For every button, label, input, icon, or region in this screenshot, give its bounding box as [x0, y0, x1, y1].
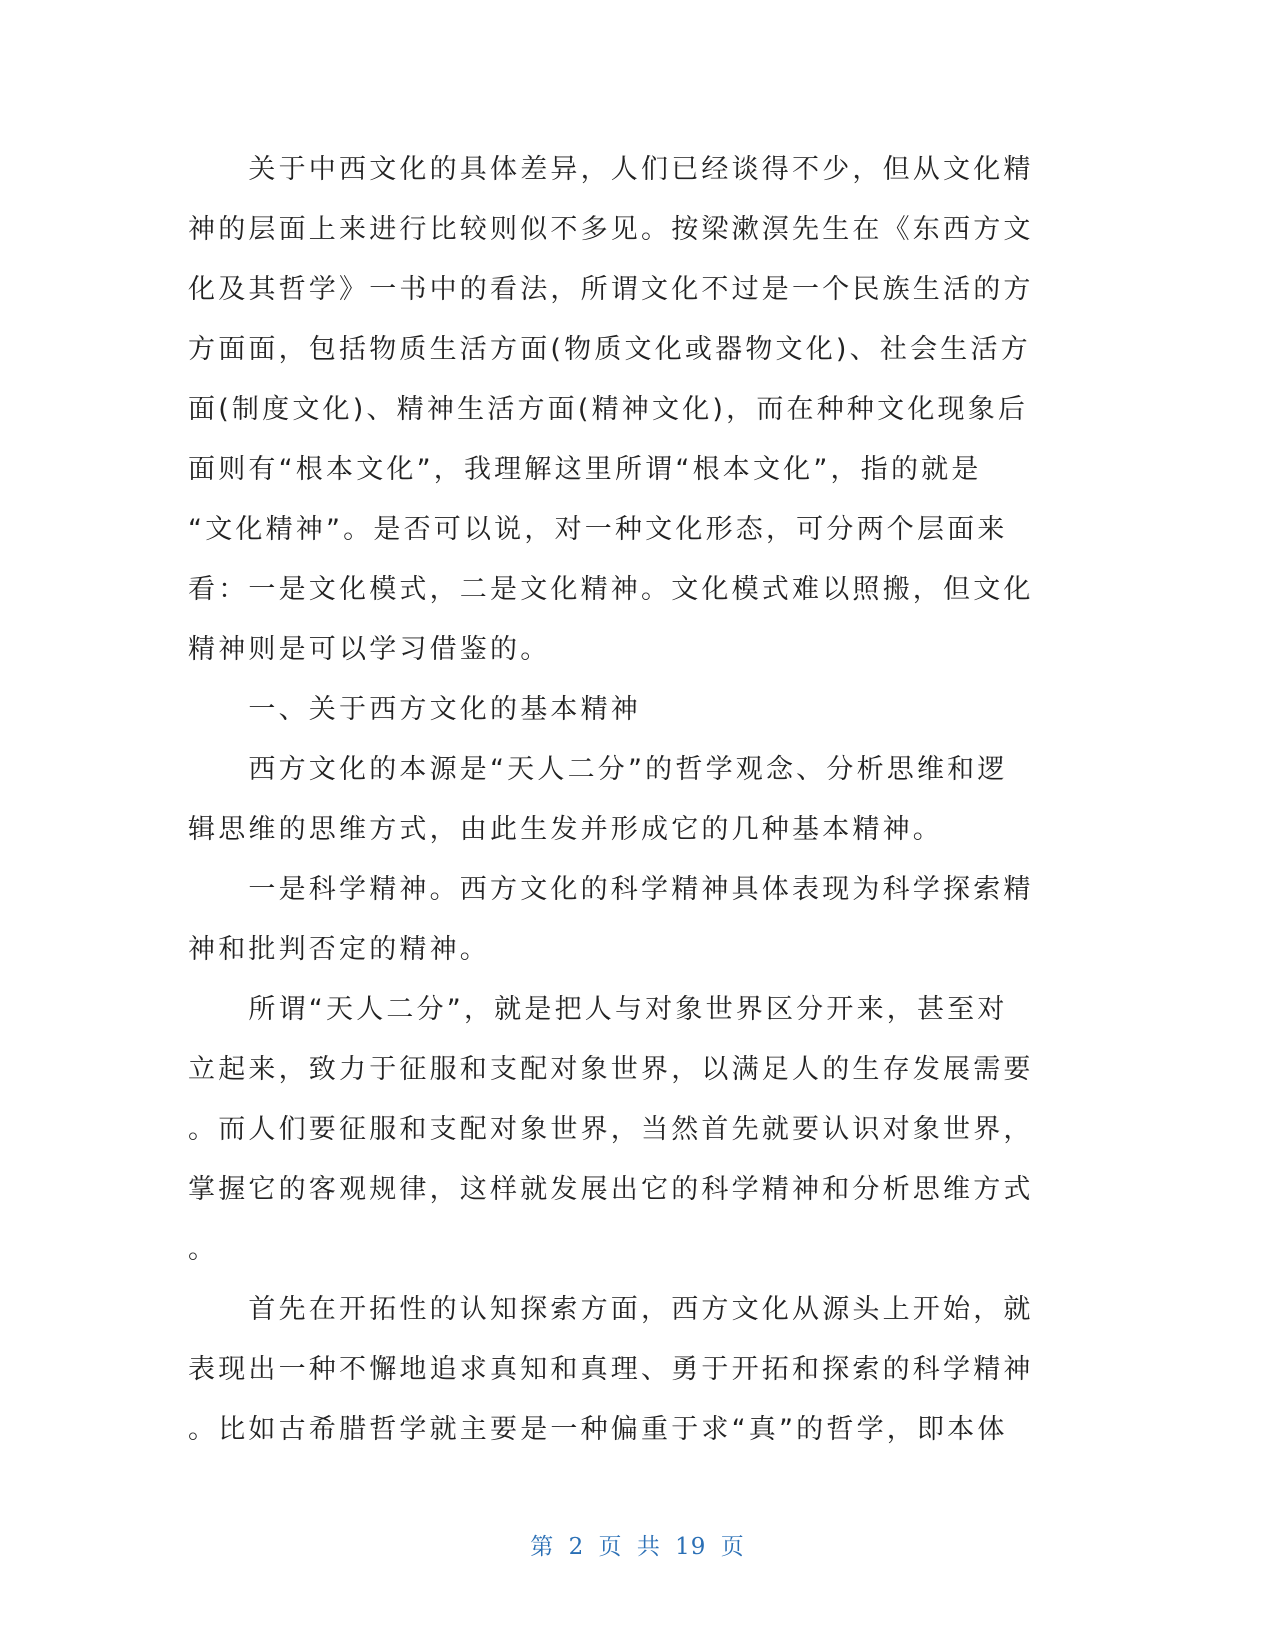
page-number-footer — [0, 1528, 1275, 1561]
text-line: 一是科学精神。西方文化的科学精神具体表现为科学探索精 — [188, 874, 1034, 905]
text-line: 立起来，致力于征服和支配对象世界，以满足人的生存发展需要 — [188, 1054, 1034, 1085]
text-line: 神和批判否定的精神。 — [188, 934, 490, 965]
document-body — [188, 140, 1058, 1460]
text-line: 面则有“根本文化”，我理解这里所谓“根本文化”，指的就是 — [188, 454, 982, 485]
text-line: 。 — [188, 1234, 219, 1265]
text-line: 。而人们要征服和支配对象世界，当然首先就要认识对象世界， — [188, 1114, 1034, 1145]
text-line: 西方文化的本源是“天人二分”的哲学观念、分析思维和逻 — [188, 754, 1008, 785]
text-line: 表现出一种不懈地追求真知和真理、勇于开拓和探索的科学精神 — [188, 1354, 1034, 1385]
footer-word-total-end: 页 — [720, 1534, 745, 1560]
footer-total-pages: 19 — [675, 1534, 707, 1560]
text-line: 方面面，包括物质生活方面(物质文化或器物文化)、社会生活方 — [188, 334, 1031, 365]
footer-word-page: 第 — [530, 1534, 555, 1560]
text-line: 。比如古希腊哲学就主要是一种偏重于求“真”的哲学，即本体 — [188, 1414, 1008, 1445]
text-line: “文化精神”。是否可以说，对一种文化形态，可分两个层面来 — [188, 514, 1008, 545]
section-heading: 一、关于西方文化的基本精神 — [188, 694, 641, 725]
text-line: 神的层面上来进行比较则似不多见。按梁漱溟先生在《东西方文 — [188, 214, 1034, 245]
text-line: 精神则是可以学习借鉴的。 — [188, 634, 551, 665]
text-line: 看：一是文化模式，二是文化精神。文化模式难以照搬，但文化 — [188, 574, 1034, 605]
text-line: 所谓“天人二分”，就是把人与对象世界区分开来，甚至对 — [188, 994, 1008, 1025]
text-line: 辑思维的思维方式，由此生发并形成它的几种基本精神。 — [188, 814, 943, 845]
footer-word-page-end: 页 — [598, 1534, 623, 1560]
text-line: 首先在开拓性的认知探索方面，西方文化从源头上开始，就 — [188, 1294, 1034, 1325]
footer-word-total: 共 — [636, 1534, 661, 1560]
text-line: 掌握它的客观规律，这样就发展出它的科学精神和分析思维方式 — [188, 1174, 1034, 1205]
text-line: 面(制度文化)、精神生活方面(精神文化)，而在种种文化现象后 — [188, 394, 1029, 425]
footer-current-page: 2 — [568, 1534, 585, 1560]
text-line: 关于中西文化的具体差异，人们已经谈得不少，但从文化精 — [188, 154, 1034, 185]
text-line: 化及其哲学》一书中的看法，所谓文化不过是一个民族生活的方 — [188, 274, 1034, 305]
